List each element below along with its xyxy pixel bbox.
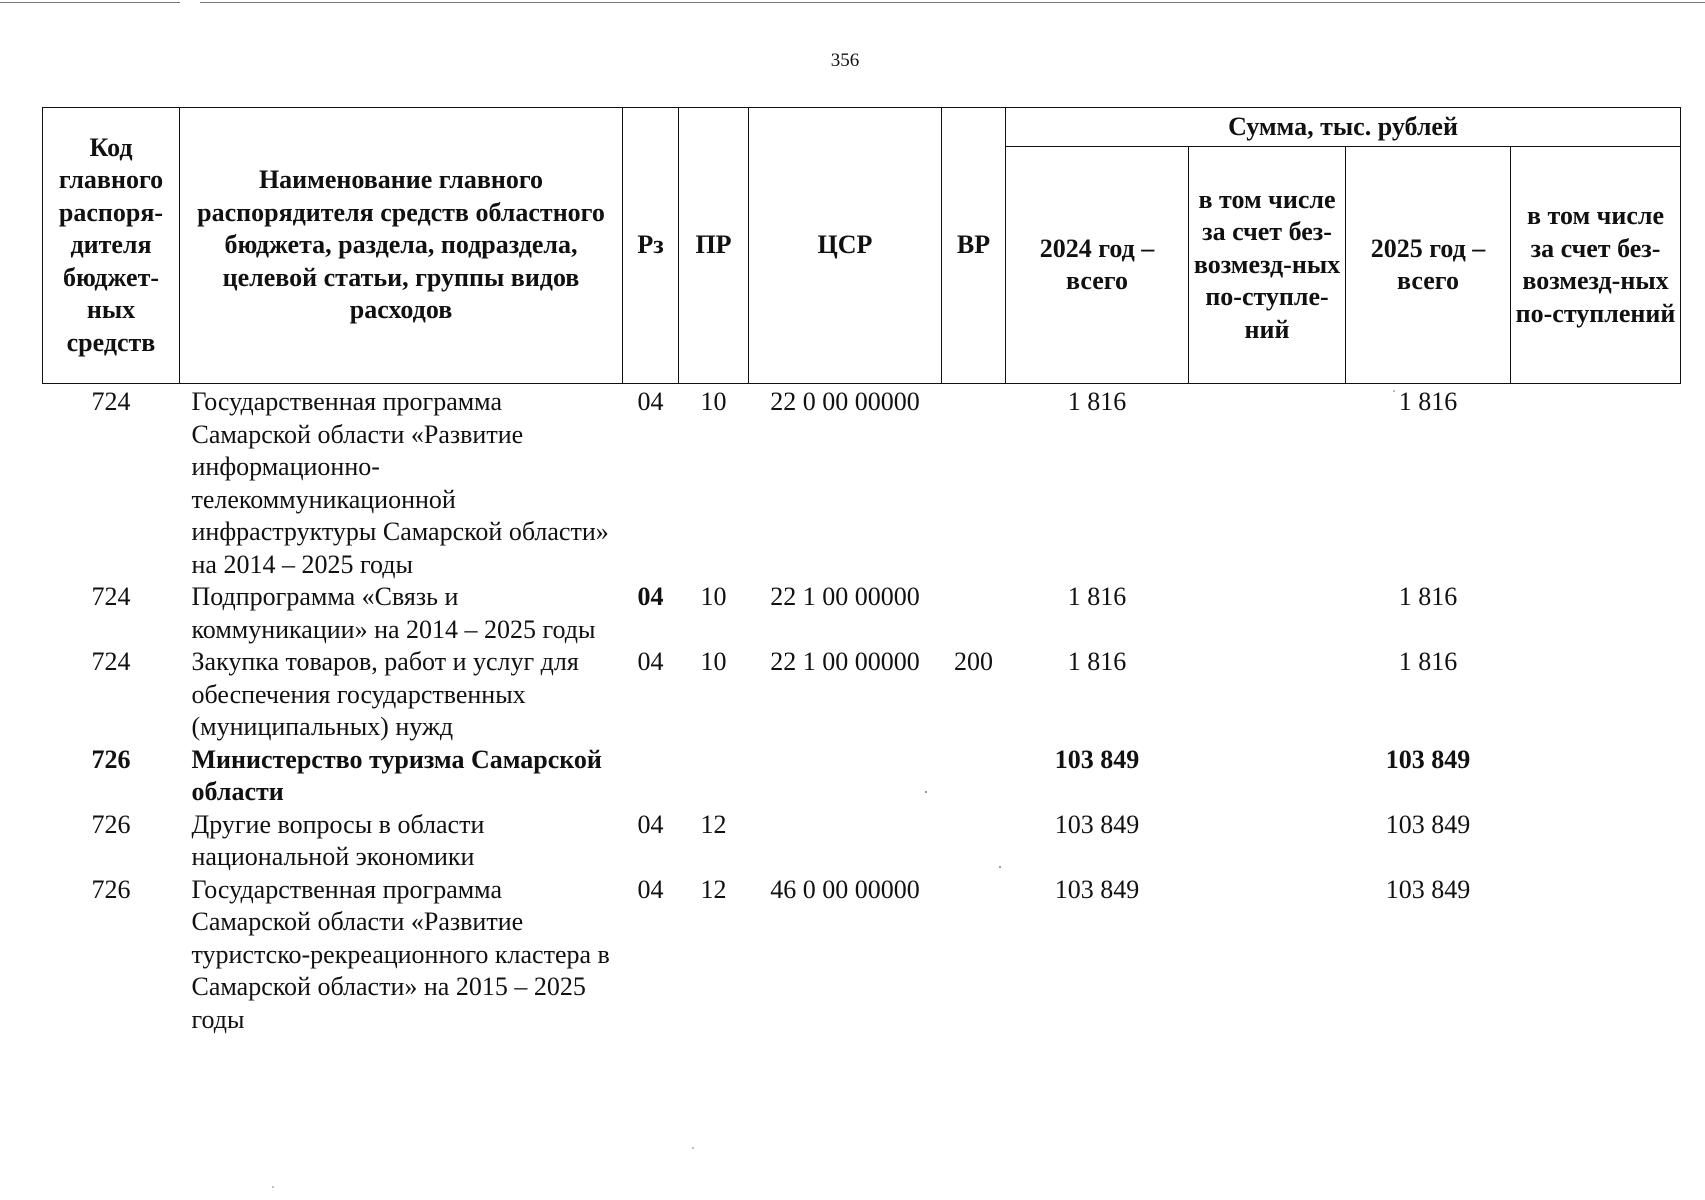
cell-2024-free: [1189, 384, 1346, 582]
cell-2024-free: [1189, 581, 1346, 646]
cell-pr: 10: [700, 387, 727, 416]
cell-name: Государственная программа Самарской области «Развитие туристско-рекреационного кластера в Самарской области» на 2015 – 2025 годы: [191, 874, 610, 1034]
cell-name: Закупка товаров, работ и услуг для обеспечения государственных (муниципальных) нужд: [191, 647, 579, 741]
scan-speck: [692, 1147, 694, 1149]
cell-2024-free: [1189, 809, 1346, 874]
cell-csr: [749, 744, 942, 809]
cell-code: 726: [91, 874, 131, 904]
cell-2025-free: [1511, 646, 1681, 744]
table-row: [43, 646, 1681, 744]
cell-name: Другие вопросы в области национальной экономики: [191, 809, 485, 871]
cell-vr: 200: [954, 647, 993, 676]
cell-2024-free: [1189, 744, 1346, 809]
cell-name: Министерство туризма Самарской области: [191, 744, 602, 806]
cell-2024-total: 103 849: [1054, 809, 1140, 839]
cell-2024-free: [1189, 874, 1346, 1037]
cell-code: 724: [91, 387, 131, 416]
cell-rz: 04: [637, 387, 664, 416]
cell-name: Подпрограмма «Связь и коммуникации» на 2014 – 2025 годы: [191, 582, 596, 644]
cell-2024-total: 1 816: [1067, 387, 1127, 416]
header-2025-total: 2025 год – всего: [1346, 147, 1511, 384]
header-vr: ВР: [942, 108, 1006, 384]
cell-2025-total: 1 816: [1398, 387, 1458, 416]
cell-vr: [942, 874, 1006, 1037]
header-csr: ЦСР: [749, 108, 942, 384]
cell-2024-total: 1 816: [1067, 647, 1127, 676]
cell-2025-total: 1 816: [1398, 647, 1458, 676]
cell-vr: [942, 809, 1006, 874]
scan-speck: [272, 1186, 274, 1188]
cell-2025-free: [1511, 809, 1681, 874]
cell-2025-free: [1511, 581, 1681, 646]
header-sum-group: Сумма, тыс. рублей: [1006, 108, 1681, 147]
cell-rz: 04: [637, 809, 664, 839]
cell-csr: 22 1 00 00000: [770, 647, 920, 676]
cell-2025-total: 1 816: [1398, 582, 1458, 611]
cell-2025-total: 103 849: [1385, 874, 1471, 904]
cell-csr: [749, 809, 942, 874]
cell-rz: 04: [637, 874, 664, 904]
cell-pr: 10: [700, 582, 727, 611]
cell-csr: 22 1 00 00000: [770, 582, 920, 611]
cell-code: 724: [91, 582, 131, 611]
cell-name: Государственная программа Самарской области «Развитие информационно-телекоммуникационной инфраструктуры Самарской области» на 2014 – 2025 годы: [191, 387, 609, 579]
table-row: [43, 581, 1681, 646]
cell-rz: 04: [637, 582, 664, 611]
cell-2024-total: 103 849: [1054, 744, 1140, 774]
budget-table: [42, 107, 1681, 1036]
header-rz: Рз: [623, 108, 679, 384]
header-2025-free: в том числе за счет без-возмезд-ных по-ступлений: [1511, 147, 1681, 384]
cell-pr: 12: [700, 809, 727, 839]
cell-csr: 46 0 00 00000: [770, 874, 920, 904]
cell-2024-total: 103 849: [1054, 874, 1140, 904]
cell-2024-free: [1189, 646, 1346, 744]
top-scan-rule-left: [0, 2, 180, 3]
header-pr: ПР: [679, 108, 749, 384]
cell-code: 726: [91, 809, 131, 839]
table-header: [43, 108, 1681, 384]
cell-code: 724: [91, 647, 131, 676]
cell-pr: [679, 744, 749, 809]
cell-vr: [942, 744, 1006, 809]
header-2024-total: 2024 год – всего: [1006, 147, 1189, 384]
cell-pr: 12: [700, 874, 727, 904]
cell-rz: [623, 744, 679, 809]
cell-2025-total: 103 849: [1385, 744, 1471, 774]
header-code: Код главного распоря-дителя бюджет-ных средств: [43, 108, 180, 384]
cell-vr: [942, 384, 1006, 582]
top-scan-rule-right: [200, 2, 1705, 3]
cell-2025-free: [1511, 384, 1681, 582]
cell-pr: 10: [700, 647, 727, 676]
table-row: [43, 809, 1681, 874]
header-name: Наименование главного распорядителя средств областного бюджета, раздела, подраздела, целевой статьи, группы видов расходов: [180, 108, 623, 384]
table-row: [43, 874, 1681, 1037]
header-2024-free: в том числе за счет без-возмезд-ных по-ступле-ний: [1189, 147, 1346, 384]
cell-rz: 04: [637, 647, 664, 676]
table-row: [43, 744, 1681, 809]
cell-vr: [942, 581, 1006, 646]
cell-code: 726: [91, 744, 131, 774]
table-body: [43, 384, 1681, 1037]
cell-csr: 22 0 00 00000: [770, 387, 920, 416]
cell-2024-total: 1 816: [1067, 582, 1127, 611]
cell-2025-free: [1511, 874, 1681, 1037]
table-row: [43, 384, 1681, 582]
cell-2025-total: 103 849: [1385, 809, 1471, 839]
cell-2025-free: [1511, 744, 1681, 809]
page-number: 356: [830, 50, 860, 71]
